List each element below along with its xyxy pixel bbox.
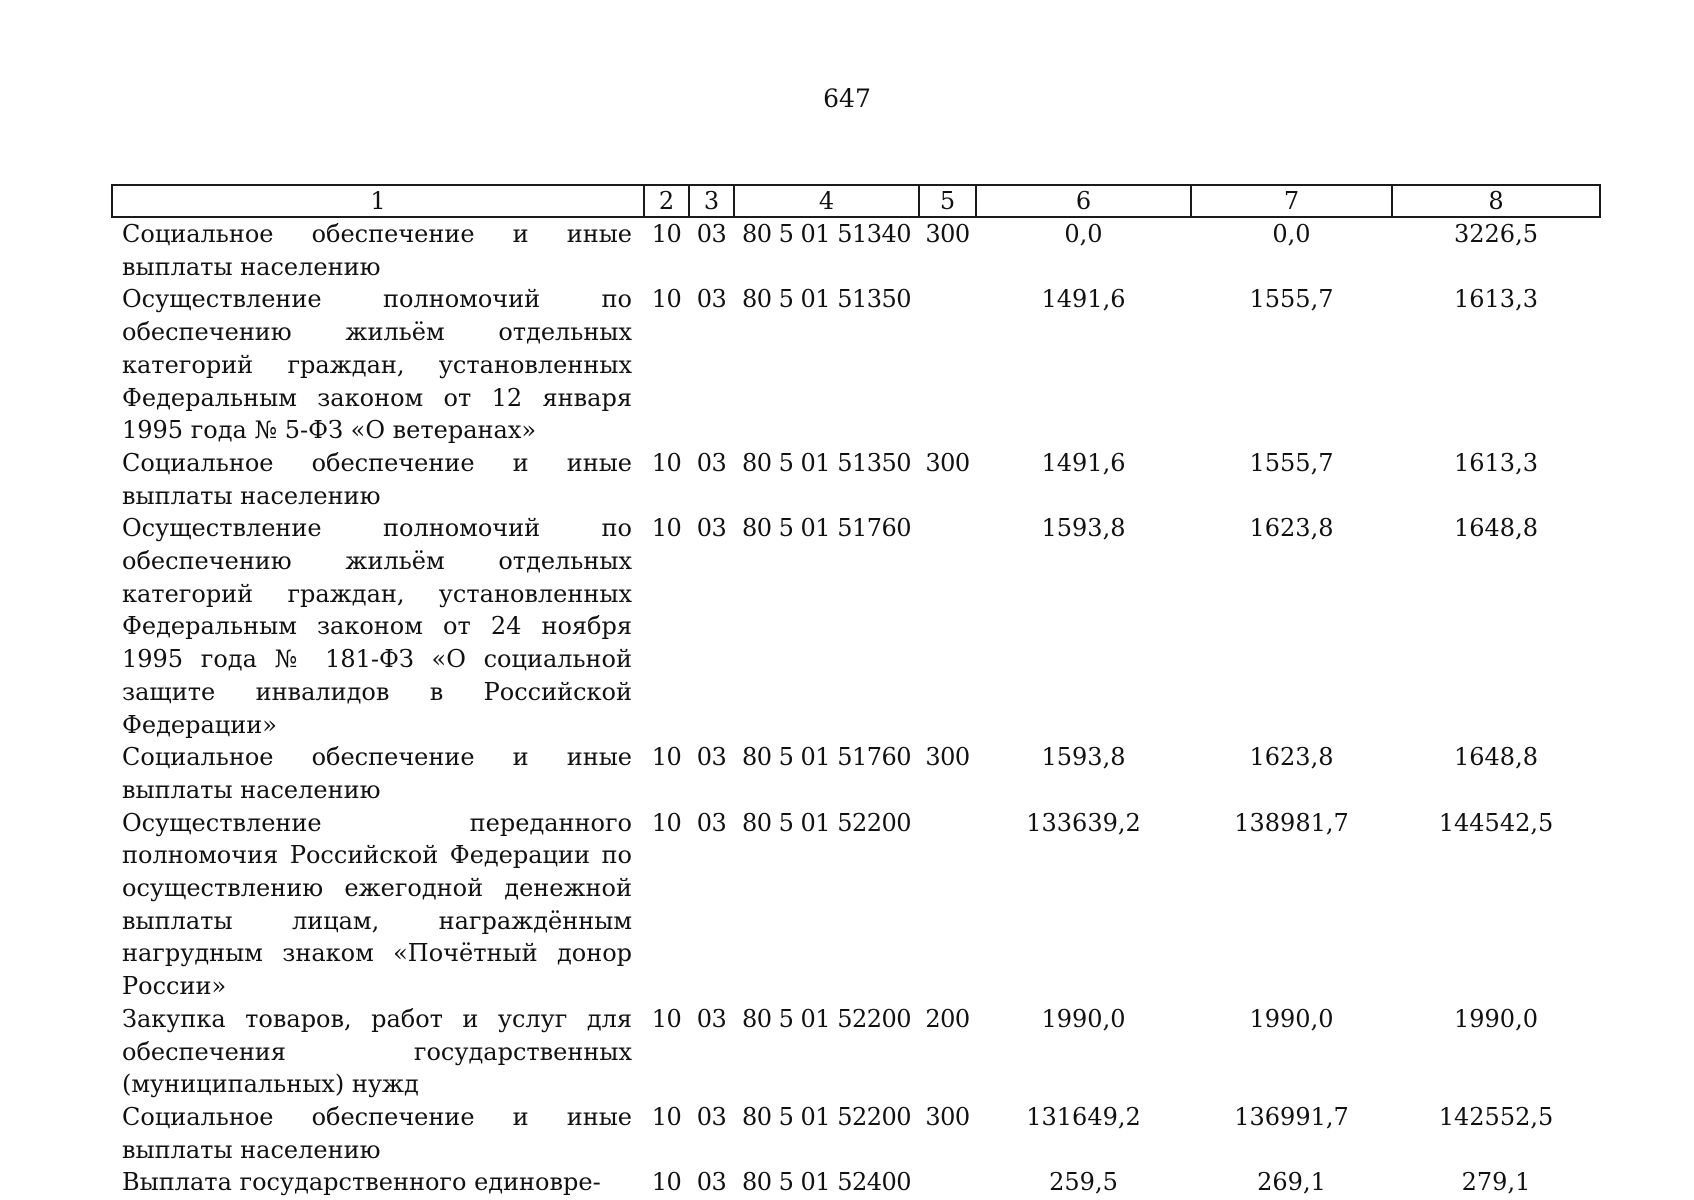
header-col-3: 3 [689,185,734,217]
row-target-article: 80 5 01 51760 [741,743,912,772]
row-section: 10 [651,448,682,477]
page-number: 647 [823,84,871,113]
table-row [112,1003,1600,1101]
row-subsection: 03 [696,808,727,837]
row-section: 10 [651,743,682,772]
row-amount-year1: 1593,8 [1041,743,1126,772]
table-row [112,741,1600,806]
row-expense-type: 300 [925,743,970,772]
row-target-article: 80 5 01 51760 [741,514,912,543]
row-name: Осуществление переданного полномочия Российской Федерации по осуществлению ежегодной денежной выплаты лицам, награждённым нагрудным знаком «Почётный донор России» [122,808,632,1001]
row-section: 10 [651,220,682,248]
row-expense-type: 300 [925,448,970,477]
row-subsection: 03 [696,514,727,543]
header-col-4: 4 [734,185,919,217]
header-col-6: 6 [976,185,1191,217]
row-amount-year1: 1593,8 [1041,514,1126,543]
header-col-8: 8 [1392,185,1600,217]
row-name: Закупка товаров, работ и услуг для обеспечения государственных (муниципальных) нужд [122,1004,632,1099]
row-target-article: 80 5 01 52400 [741,1168,912,1197]
table-body [112,217,1600,1199]
row-amount-year2: 1555,7 [1249,285,1334,314]
row-amount-year3: 1648,8 [1454,743,1538,772]
row-amount-year3: 1648,8 [1454,514,1538,543]
row-amount-year1: 131649,2 [1026,1102,1141,1131]
row-expense-type: 300 [925,1102,970,1131]
header-col-1: 1 [112,185,644,217]
header-col-5: 5 [919,185,976,217]
row-amount-year3: 3226,5 [1454,220,1538,248]
header-row [112,185,1600,217]
row-expense-type [919,283,976,447]
row-amount-year2: 138981,7 [1234,808,1349,837]
row-amount-year2: 1990,0 [1249,1004,1334,1033]
row-target-article: 80 5 01 52200 [741,1004,912,1033]
row-target-article: 80 5 01 52200 [741,1102,912,1131]
row-amount-year3: 1613,3 [1454,448,1538,477]
table-row [112,1166,1600,1199]
row-name: Социальное обеспечение и иные выплаты населению [122,1102,632,1164]
row-section: 10 [651,1102,682,1131]
row-section: 10 [651,1168,682,1197]
row-target-article: 80 5 01 51350 [741,448,912,477]
table-row [112,447,1600,512]
header-col-2: 2 [644,185,689,217]
row-expense-type [919,1166,976,1199]
row-section: 10 [651,1004,682,1033]
row-target-article: 80 5 01 51340 [741,220,912,248]
row-target-article: 80 5 01 52200 [741,808,912,837]
row-amount-year3: 1990,0 [1454,1004,1538,1033]
table-row [112,512,1600,741]
row-amount-year2: 0,0 [1272,220,1311,248]
row-amount-year1: 259,5 [1049,1168,1118,1197]
header-col-7: 7 [1191,185,1392,217]
row-name: Социальное обеспечение и иные выплаты населению [122,448,632,510]
row-amount-year3: 1613,3 [1454,285,1538,314]
row-amount-year2: 1555,7 [1249,448,1334,477]
row-amount-year2: 136991,7 [1234,1102,1349,1131]
row-name: Осуществление полномочий по обеспечению жильём отдельных категорий граждан, установленных Федеральным законом от 12 января 1995 года № 5-ФЗ «О ветеранах» [122,285,632,445]
row-amount-year1: 133639,2 [1026,808,1141,837]
row-subsection: 03 [696,285,727,314]
row-name: Социальное обеспечение и иные выплаты населению [122,743,632,804]
row-expense-type [919,807,976,1003]
row-name: Социальное обеспечение и иные выплаты населению [122,220,632,281]
row-target-article: 80 5 01 51350 [741,285,912,314]
row-subsection: 03 [696,1102,727,1131]
row-amount-year3: 279,1 [1461,1168,1531,1197]
row-subsection: 03 [696,220,727,248]
row-amount-year2: 269,1 [1257,1168,1326,1197]
row-section: 10 [651,808,682,837]
row-expense-type [919,512,976,741]
row-expense-type: 200 [925,1004,970,1033]
row-name: Осуществление полномочий по обеспечению жильём отдельных категорий граждан, установленных Федеральным законом от 24 ноября 1995 года № 181-ФЗ «О социальной защите инвалидов в Российской Федерации» [122,514,632,739]
row-subsection: 03 [696,1004,727,1033]
row-subsection: 03 [696,1168,727,1197]
budget-table [111,184,1601,1199]
table-row [112,807,1600,1003]
row-amount-year2: 1623,8 [1249,743,1334,772]
table-row [112,283,1600,447]
row-expense-type: 300 [925,220,970,248]
row-subsection: 03 [696,743,727,772]
row-amount-year1: 1990,0 [1041,1004,1126,1033]
row-amount-year1: 1491,6 [1041,448,1126,477]
row-amount-year1: 0,0 [1064,220,1103,248]
table-row [112,217,1600,283]
row-amount-year2: 1623,8 [1249,514,1334,543]
row-amount-year1: 1491,6 [1041,285,1126,314]
row-name: Выплата государственного единовре- [122,1168,601,1197]
row-amount-year3: 144542,5 [1438,808,1554,837]
row-section: 10 [651,514,682,543]
table-row [112,1101,1600,1166]
row-section: 10 [651,285,682,314]
row-amount-year3: 142552,5 [1438,1102,1554,1131]
row-subsection: 03 [696,448,727,477]
